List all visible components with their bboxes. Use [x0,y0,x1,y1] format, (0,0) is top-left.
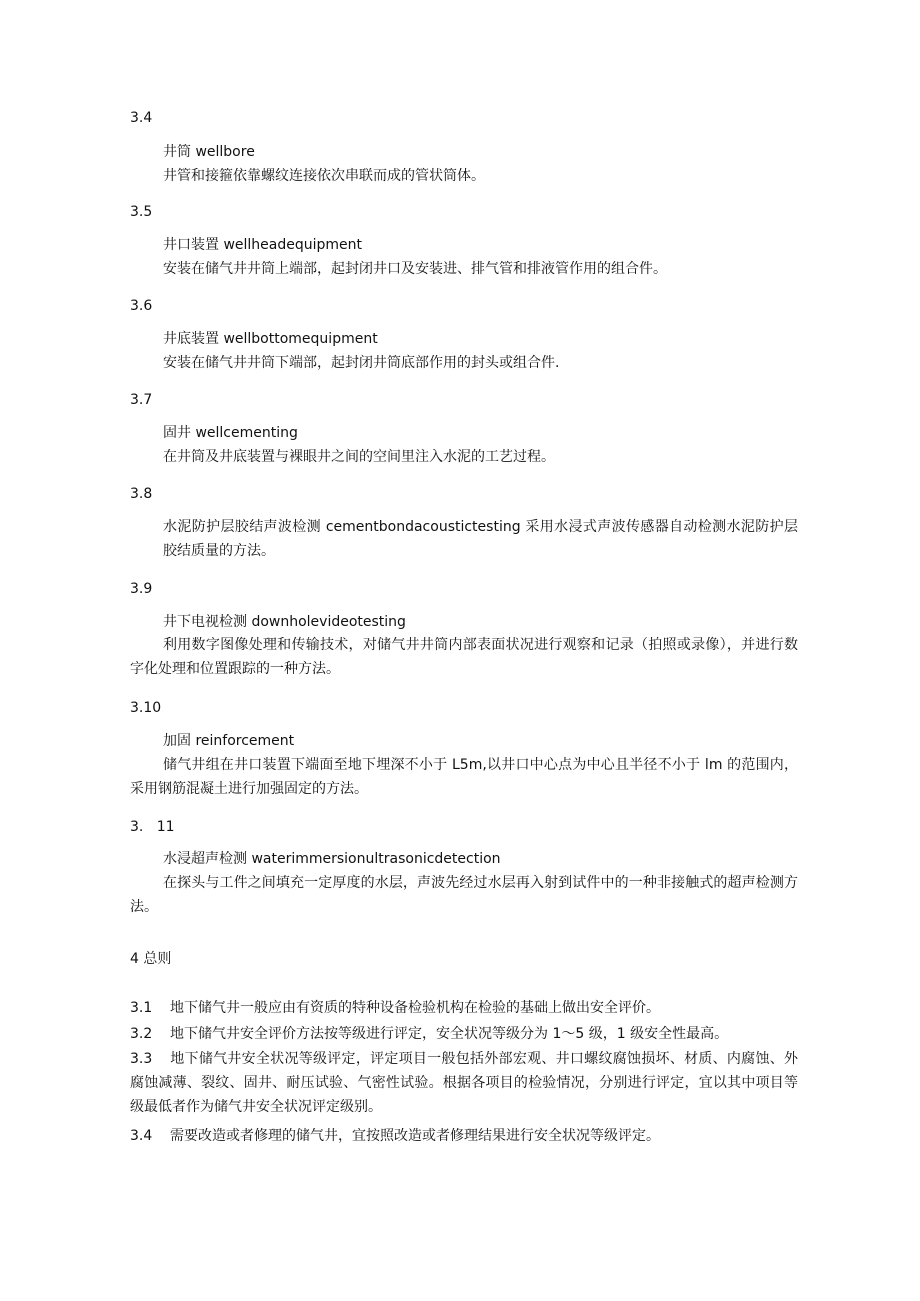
section-number-3-10: 3.10 [130,700,162,716]
section-number-3-11: 3. 11 [130,819,175,835]
term-wellhead-equipment: 井口装置 wellheadequipment [163,237,363,253]
definition-downhole-video-testing: 利用数字图像处理和传输技术，对储气井井筒内部表面状况进行观察和记录（拍照或录像），并进行数字化处理和位置跟踪的一种方法。 [130,637,798,677]
definition-well-cementing: 在井筒及井底装置与裸眼井之间的空间里注入水泥的工艺过程。 [163,449,555,465]
definition-water-immersion-ultrasonic-detection: 在探头与工件之间填充一定厚度的水层，声波先经过水层再入射到试件中的一种非接触式的超声检测方法。 [130,875,798,915]
section-number-3-9: 3.9 [130,581,153,597]
term-well-cementing: 固井 wellcementing [163,425,298,441]
term-water-immersion-ultrasonic-detection: 水浸超声检测 waterimmersionultrasonicdetection [163,851,501,867]
clause-3-1 [130,996,798,1020]
section-number-3-5: 3.5 [130,204,153,220]
section-number-3-8: 3.8 [130,486,153,502]
chapter-heading-general-principles: 4 总则 [130,951,172,967]
clause-number: 3.4 [130,1128,153,1144]
definition-wellhead-equipment: 安装在储气井井筒上端部，起封闭井口及安装进、排气管和排液管作用的组合件。 [163,261,667,277]
definition-cement-bond-acoustic-testing: 水泥防护层胶结声波检测 cementbondacoustictesting 采用水浸式声波传感器自动检测水泥防护层胶结质量的方法。 [163,519,798,559]
clause-text: 地下储气井一般应由有资质的特种设备检验机构在检验的基础上做出安全评价。 [170,1000,660,1016]
definition-reinforcement: 储气井组在井口装置下端面至地下埋深不小于 L5m,以井口中心点为中心且半径不小于 lm 的范围内，采用钢筋混凝土进行加强固定的方法。 [130,757,798,797]
term-wellbore: 井筒 wellbore [163,144,255,160]
clause-text: 需要改造或者修理的储气井，宜按照改造或者修理结果进行安全状况等级评定。 [170,1128,660,1144]
clause-text: 地下储气井安全状况等级评定，评定项目一般包括外部宏观、井口螺纹腐蚀损坏、材质、内腐蚀、外腐蚀减薄、裂纹、固井、耐压试验、气密性试验。根据各项目的检验情况，分别进行评定，宜以其中项目等级最低者作为储气井安全状况评定级别。 [130,1051,798,1115]
section-number-3-7: 3.7 [130,392,153,408]
section-number-3-6: 3.6 [130,298,153,314]
term-downhole-video-testing: 井下电视检测 downholevideotesting [163,614,406,630]
term-reinforcement: 加固 reinforcement [163,733,295,749]
clause-3-4 [130,1124,798,1148]
section-number-3-4: 3.4 [130,110,153,126]
definition-wellbore: 井管和接箍依靠螺纹连接依次串联而成的管状筒体。 [163,168,485,184]
clause-3-3 [130,1047,798,1119]
clause-number: 3.2 [130,1026,153,1042]
clause-3-2 [130,1022,798,1046]
clause-number: 3.3 [130,1051,153,1067]
clause-text: 地下储气井安全评价方法按等级进行评定，安全状况等级分为 1～5 级，1 级安全性最高。 [170,1026,729,1042]
definition-wellbottom-equipment: 安装在储气井井筒下端部，起封闭井筒底部作用的封头或组合件. [163,355,560,371]
term-wellbottom-equipment: 井底装置 wellbottomequipment [163,331,378,347]
clause-number: 3.1 [130,1000,153,1016]
